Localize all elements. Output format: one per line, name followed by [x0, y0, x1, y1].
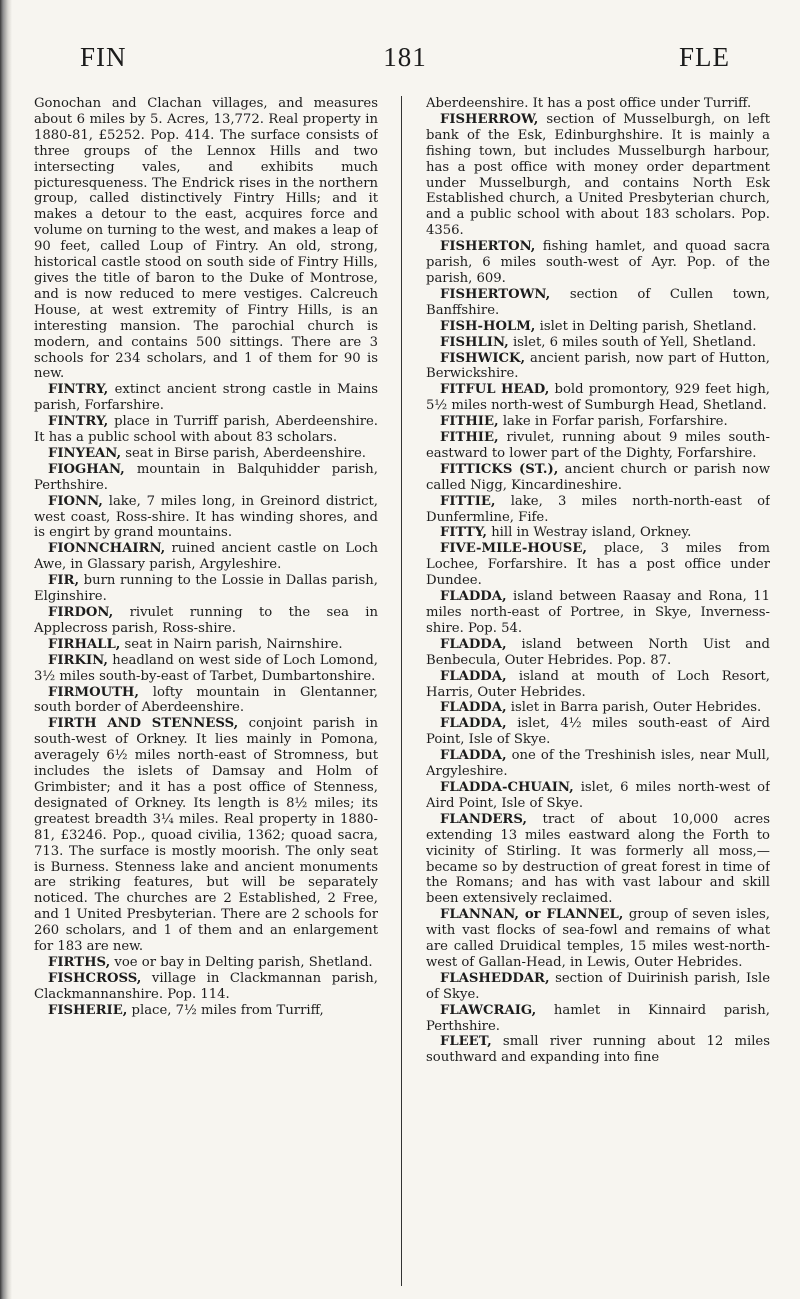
entry-text: section of Musselburgh, on left bank of the Esk, Edinburghshire. It is mainly a fishing town, but includes Musselburgh harbour, has a post office with money order department under Musselburgh, and contains North Esk Established church, a United Presbyterian church, and a public school with about 183 scholars. Pop. 4356. — [426, 111, 770, 239]
text-columns — [34, 96, 770, 1291]
gazetteer-entry — [426, 669, 770, 701]
entry-headword: FIRTH AND STENNESS, — [48, 716, 239, 732]
gazetteer-entry — [426, 462, 770, 494]
entry-text: island at mouth of Loch Resort, Harris, Outer Hebrides. — [426, 668, 770, 700]
entry-text: headland on west side of Loch Lomond, 3½ miles south-by-east of Tarbet, Dumbartonshire. — [34, 652, 378, 684]
entry-headword: FLADDA, — [440, 636, 507, 652]
entry-headword: FITTIE, — [440, 493, 496, 509]
entry-headword: FISHWICK, — [440, 350, 526, 366]
gazetteer-entry — [426, 96, 770, 112]
gazetteer-entry — [34, 446, 378, 462]
entry-text: lake, 3 miles north-north-east of Dunfermline, Fife. — [426, 493, 770, 525]
page-number: 181 — [383, 42, 427, 72]
entry-headword: FIRKIN, — [48, 652, 108, 668]
entry-text: ancient parish, now part of Hutton, Berwickshire. — [426, 350, 770, 382]
entry-headword: FISHERIE, — [48, 1002, 128, 1018]
entry-headword: FLANNAN, or FLANNEL, — [440, 907, 624, 923]
entry-text: rivulet running to the sea in Applecross parish, Ross-shire. — [34, 605, 378, 636]
entry-text: seat in Nairn parish, Nairnshire. — [120, 636, 343, 652]
right-column — [426, 96, 770, 1291]
entry-text: lake in Forfar parish, Forfarshire. — [498, 414, 728, 430]
entry-text: lofty mountain in Glentanner, south border of Aberdeenshire. — [34, 684, 378, 716]
gazetteer-entry — [426, 494, 770, 526]
entry-text: place in Turriff parish, Aberdeenshire. It has a public school with about 83 scholars. — [34, 414, 378, 446]
entry-text: Aberdeenshire. It has a post office under Turriff. — [426, 96, 752, 111]
entry-headword: FLAWCRAIG, — [440, 1002, 537, 1018]
gazetteer-entry — [426, 382, 770, 414]
gazetteer-entry — [426, 780, 770, 812]
entry-text: one of the Treshinish isles, near Mull, Argyleshire. — [426, 748, 770, 780]
entry-text: hamlet in Kinnaird parish, Perthshire. — [426, 1002, 770, 1034]
left-column — [34, 96, 378, 1291]
entry-text: section of Cullen town, Banffshire. — [426, 286, 770, 318]
gazetteer-entry — [426, 1034, 770, 1066]
gazetteer-entry — [426, 414, 770, 430]
gazetteer-entry — [426, 812, 770, 907]
entry-headword: FLADDA, — [440, 668, 507, 684]
entry-text: island between Raasay and Rona, 11 miles north-east of Portree, in Skye, Inverness-shire. Pop. 54. — [426, 589, 770, 636]
entry-text: islet, 4½ miles south-east of Aird Point, Isle of Skye. — [426, 716, 770, 748]
running-header — [80, 42, 730, 70]
gazetteer-entry — [34, 573, 378, 605]
entry-headword: FISHERROW, — [440, 111, 539, 127]
gazetteer-entry — [426, 335, 770, 351]
entry-headword: FIR, — [48, 573, 80, 589]
entry-text: bold promontory, 929 feet high, 5½ miles north-west of Sumburgh Head, Shetland. — [426, 382, 770, 414]
gazetteer-entry — [34, 955, 378, 971]
gazetteer-entry — [426, 319, 770, 335]
entry-text: islet in Barra parish, Outer Hebrides. — [506, 700, 762, 716]
gazetteer-entry — [34, 1003, 378, 1019]
entry-headword: FISH-HOLM, — [440, 318, 536, 334]
entry-text: small river running about 12 miles southward and expanding into fine — [426, 1034, 770, 1066]
entry-headword: FISHCROSS, — [48, 970, 142, 986]
entry-headword: FLADDA-CHUAIN, — [440, 779, 574, 795]
entry-headword: FITTY, — [440, 525, 487, 541]
entry-text: seat in Birse parish, Aberdeenshire. — [121, 445, 366, 461]
entry-headword: FLANDERS, — [440, 811, 528, 827]
entry-text: ancient church or parish now called Nigg, Kincardineshire. — [426, 461, 770, 493]
entry-headword: FIRTHS, — [48, 954, 111, 970]
gazetteer-entry — [34, 462, 378, 494]
entry-headword: FIOGHAN, — [48, 461, 125, 477]
gazetteer-entry — [34, 414, 378, 446]
entry-text: islet in Delting parish, Shetland. — [535, 318, 757, 334]
gazetteer-entry — [34, 637, 378, 653]
entry-text: fishing hamlet, and quoad sacra parish, 6 miles south-west of Ayr. Pop. of the parish, 609. — [426, 239, 770, 286]
entry-headword: FLADDA, — [440, 589, 507, 605]
entry-text: extinct ancient strong castle in Mains parish, Forfarshire. — [34, 382, 378, 414]
entry-text: conjoint parish in south-west of Orkney. It lies mainly in Pomona, averagely 6½ miles north-east of Stromness, but includes the islets of Damsay and Holm of Grimbister; and it has a post office of Stenness, designated of Orkney. Its length is 8½ miles; its greatest breadth 3¼ miles. Real property in 1880-81, £3246. Pop., quoad civilia, 1362; quoad sacra, 713. The surface is mostly moorish. The only seat is Burness. Stenness lake and ancient monuments are striking features, but will be separately noticed. The churches are 2 Established, 2 Free, and 1 United Presbyterian. There are 2 schools for 260 scholars, and 1 of them and an enlargement for 183 are new. — [34, 716, 378, 955]
gazetteer-entry — [426, 589, 770, 637]
gazetteer-entry — [426, 525, 770, 541]
entry-headword: FINTRY, — [48, 382, 109, 398]
gazetteer-entry — [34, 653, 378, 685]
entry-headword: FITFUL HEAD, — [440, 382, 550, 398]
entry-text: voe or bay in Delting parish, Shetland. — [110, 954, 373, 970]
gazetteer-entry — [426, 971, 770, 1003]
gazetteer-entry — [426, 700, 770, 716]
gazetteer-entry — [34, 971, 378, 1003]
gazetteer-entry — [426, 541, 770, 589]
entry-text: village in Clackmannan parish, Clackmannanshire. Pop. 114. — [34, 970, 378, 1002]
header-right-guide-word: FLE — [678, 42, 730, 72]
entry-headword: FIONN, — [48, 493, 103, 509]
entry-headword: FIRMOUTH, — [48, 684, 139, 700]
entry-headword: FLADDA, — [440, 716, 507, 732]
gazetteer-entry — [34, 494, 378, 542]
entry-headword: FIRDON, — [48, 605, 114, 620]
entry-text: tract of about 10,000 acres extending 13 miles eastward along the Forth to vicinity of Stirling. It was formerly all moss,—became so by destruction of great forest in time of the Romans; and has with vast labour and skill been extensively reclaimed. — [426, 811, 770, 907]
gazetteer-entry — [34, 96, 378, 382]
page-binding-edge — [0, 0, 12, 1299]
gazetteer-entry — [426, 907, 770, 971]
entry-text: island between North Uist and Benbecula, Outer Hebrides. Pop. 87. — [426, 636, 770, 668]
gazetteer-entry — [426, 351, 770, 383]
entry-headword: FLEET, — [440, 1034, 492, 1050]
gazetteer-entry — [426, 430, 770, 462]
entry-headword: FISHLIN, — [440, 334, 509, 350]
gazetteer-entry — [426, 748, 770, 780]
entry-headword: FIRHALL, — [48, 636, 121, 652]
entry-text: ruined ancient castle on Loch Awe, in Glassary parish, Argyleshire. — [34, 541, 378, 573]
entry-text: lake, 7 miles long, in Greinord district, west coast, Ross-shire. It has winding shores, and is engirt by grand mountains. — [34, 493, 378, 541]
gazetteer-entry — [34, 382, 378, 414]
entry-headword: FISHERTOWN, — [440, 286, 551, 302]
gazetteer-entry — [34, 541, 378, 573]
entry-headword: FIVE-MILE-HOUSE, — [440, 541, 587, 557]
entry-text: burn running to the Lossie in Dallas parish, Elginshire. — [34, 573, 378, 605]
entry-text: islet, 6 miles south of Yell, Shetland. — [508, 334, 757, 350]
entry-text: mountain in Balquhidder parish, Perthshire. — [34, 461, 378, 493]
gazetteer-entry — [426, 1003, 770, 1035]
entry-headword: FIONNCHAIRN, — [48, 541, 166, 557]
gazetteer-entry — [426, 112, 770, 239]
entry-text: hill in Westray island, Orkney. — [487, 525, 692, 541]
gazetteer-entry — [426, 716, 770, 748]
entry-headword: FISHERTON, — [440, 239, 536, 255]
gazetteer-entry — [34, 605, 378, 637]
entry-text: group of seven isles, with vast flocks of sea-fowl and remains of what are called Druidical temples, 15 miles west-north-west of Gallan-Head, in Lewis, Outer Hebrides. — [426, 907, 770, 970]
entry-headword: FLADDA, — [440, 748, 507, 764]
entry-headword: FITHIE, — [440, 414, 499, 430]
entry-text: section of Duirinish parish, Isle of Skye. — [426, 970, 770, 1002]
gazetteer-entry — [426, 287, 770, 319]
entry-headword: FITHIE, — [440, 430, 499, 446]
entry-text: Gonochan and Clachan villages, and measures about 6 miles by 5. Acres, 13,772. Real property in 1880-81, £5252. Pop. 414. The surface consists of three groups of the Lennox Hills and two intersecting vales, and exhibits much picturesqueness. The Endrick rises in the northern group, called distinctively Fintry Hills; and it makes a detour to the east, acquires force and volume on turning to the west, and makes a leap of 90 feet, called Loup of Fintry. An old, strong, historical castle stood on south side of Fintry Hills, gives the title of baron to the Duke of Montrose, and is now reduced to mere vestiges. Calcreuch House, at west extremity of Fintry Hills, is an interesting mansion. The parochial church is modern, and contains 500 sittings. There are 3 schools for 234 scholars, and 1 of them for 90 is new. — [34, 96, 378, 382]
header-left-guide-word: FIN — [80, 42, 127, 72]
entry-headword: FITTICKS (ST.), — [440, 461, 559, 477]
entry-headword: FLADDA, — [440, 700, 507, 716]
entry-headword: FINTRY, — [48, 414, 109, 430]
entry-text: place, 3 miles from Lochee, Forfarshire. It has a post office under Dundee. — [426, 541, 770, 589]
entry-text: place, 7½ miles from Turriff, — [127, 1002, 324, 1018]
gazetteer-entry — [34, 685, 378, 717]
entry-headword: FLASHEDDAR, — [440, 970, 550, 986]
gazetteer-entry — [426, 637, 770, 669]
entry-text: rivulet, running about 9 miles south-eastward to lower part of the Dighty, Forfarshire. — [426, 430, 770, 461]
gazetteer-entry — [426, 239, 770, 287]
entry-headword: FINYEAN, — [48, 445, 122, 461]
entry-text: islet, 6 miles north-west of Aird Point, Isle of Skye. — [426, 779, 770, 811]
gazetteer-entry — [34, 716, 378, 955]
